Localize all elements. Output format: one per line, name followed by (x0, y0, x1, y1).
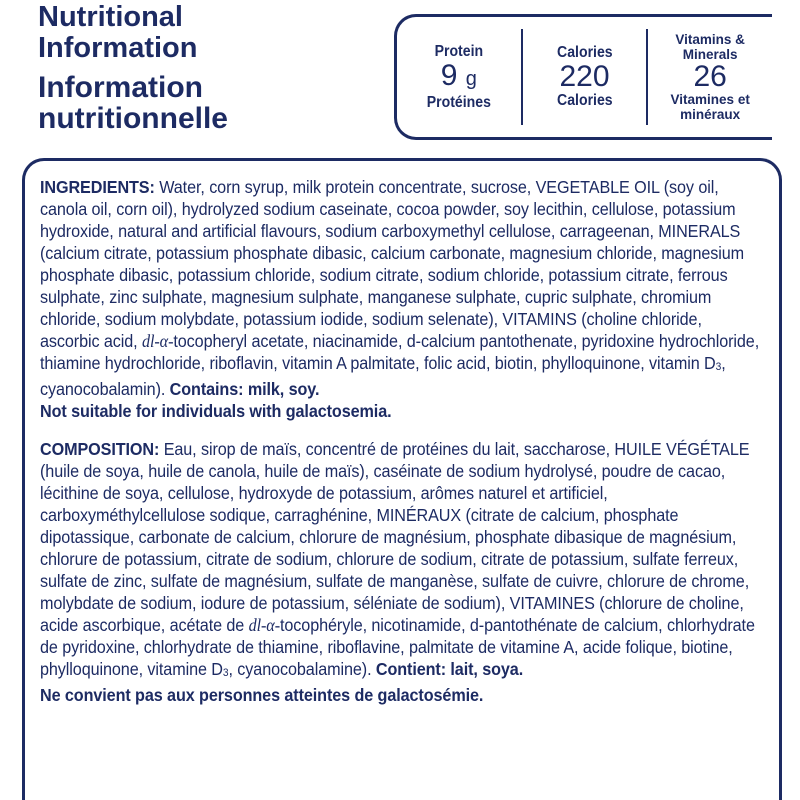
ingredients-fr-warning: Ne convient pas aux personnes atteintes de galactosémie. (40, 685, 484, 705)
title-fr (38, 72, 228, 134)
vitamins-label-en-1: Vitamins & (675, 32, 745, 47)
ingredients-en-body-3: , cyanocobalamin). (40, 353, 726, 399)
protein-stat (397, 29, 521, 125)
protein-number: 9 (440, 58, 458, 92)
ingredients-fr-body-3: , cyanocobalamine). (228, 659, 376, 679)
vitamins-value: 26 (693, 60, 727, 93)
ingredients-en-body-1: Water, corn syrup, milk protein concentrate, sucrose, VEGETABLE OIL (soy oil, canola oil, corn oil), hydrolyzed sodium caseinate, cocoa powder, soy lecithin, cellulose, potassium hydroxide, natural and artificial flavours, sodium carboxymethyl cellulose, carrageenan, MINERALS (calcium citrate, potassium phosphate dibasic, calcium carbonate, magnesium chloride, magnesium phosphate dibasic, potassium chloride, sodium citrate, sodium chloride, potassium citrate, ferrous sulphate, zinc sulphate, magnesium sulphate, manganese sulphate, cupric sulphate, chromium chloride, sodium molybdate, potassium iodide, sodium selenate), VITAMINS (choline chloride, ascorbic acid, (40, 177, 745, 351)
vitamins-label-fr-1: Vitamines et (670, 92, 750, 107)
ingredients-fr-body-1: Eau, sirop de maïs, concentré de protéines du lait, saccharose, HUILE VÉGÉTALE (huile de soya, huile de canola, huile de maïs), caséinate de sodium hydrolysé, poudre de cacao, lécithine de soya, cellulose, hydroxyde de potassium, arômes naturel et artificiel, carboxyméthylcellulose sodique, carraghénine, MINÉRAUX (citrate de calcium, phosphate dipotassique, carbonate de calcium, chlorure de magnésium, phosphate dibasique de magnésium, chlorure de potassium, citrate de sodium, chlorure de sodium, citrate de potassium, sulfate ferreux, sulfate de zinc, sulfate de magnésium, sulfate de manganèse, sulfate de cuivre, chlorure de chrome, molybdate de sodium, iodure de potassium, séléniate de sodium), VITAMINES (chlorure de choline, acide ascorbique, acétate de (40, 439, 750, 635)
vitamins-label-fr-2: minéraux (680, 107, 741, 122)
protein-label-en: Protein (434, 42, 484, 60)
calories-label-fr: Calories (556, 92, 613, 109)
ingredients-fr (40, 438, 765, 706)
ingredients-en-warning: Not suitable for individuals with galactosemia. (40, 401, 392, 421)
calories-value: 220 (559, 60, 610, 93)
ingredients-fr-allergens: Contient: lait, soya. (375, 659, 524, 679)
ingredients-fr-heading: COMPOSITION: (40, 439, 160, 459)
title-block (38, 0, 228, 134)
ingredients-fr-body-2: tocophéryle, nicotinamide, d-pantothénate de calcium, chlorhydrate de pyridoxine, chlorhydrate de thiamine, riboflavine, palmitate de vitamine A, acide folique, biotine, phylloquinone, vitamine D (40, 615, 755, 679)
calories-stat (521, 29, 647, 125)
calories-label-en: Calories (556, 44, 613, 61)
ingredients-text (40, 176, 760, 706)
title-en (38, 2, 228, 64)
ingredients-en-heading: INGREDIENTS: (40, 177, 155, 197)
ingredients-en-body-2: tocopheryl acetate, niacinamide, d-calcium pantothenate, pyridoxine hydrochloride, thiamine hydrochloride, riboflavin, vitamin A palmitate, folic acid, biotin, phylloquinone, vitamin D (40, 331, 760, 373)
ingredients-en (40, 176, 765, 422)
ingredients-fr-d3-subscript: 3 (222, 667, 229, 679)
ingredients-en-dl-alpha: dl-α- (141, 331, 174, 351)
nutrition-stats-box (394, 14, 772, 140)
vitamins-stat (646, 29, 772, 125)
title-en-line-1: Nutritional (38, 1, 183, 33)
title-fr-line-2: nutritionnelle (38, 102, 228, 135)
title-en-line-2: Information (38, 32, 198, 64)
ingredients-en-d3-subscript: 3 (715, 361, 722, 373)
vitamins-label-en-2: Minerals (682, 47, 738, 62)
protein-label-fr: Protéines (426, 93, 491, 111)
ingredients-fr-dl-alpha: dl-α- (248, 615, 280, 635)
ingredients-en-allergens: Contains: milk, soy. (169, 379, 320, 399)
title-fr-line-1: Information (38, 71, 203, 104)
protein-unit: g (465, 67, 477, 90)
protein-value (397, 58, 521, 94)
